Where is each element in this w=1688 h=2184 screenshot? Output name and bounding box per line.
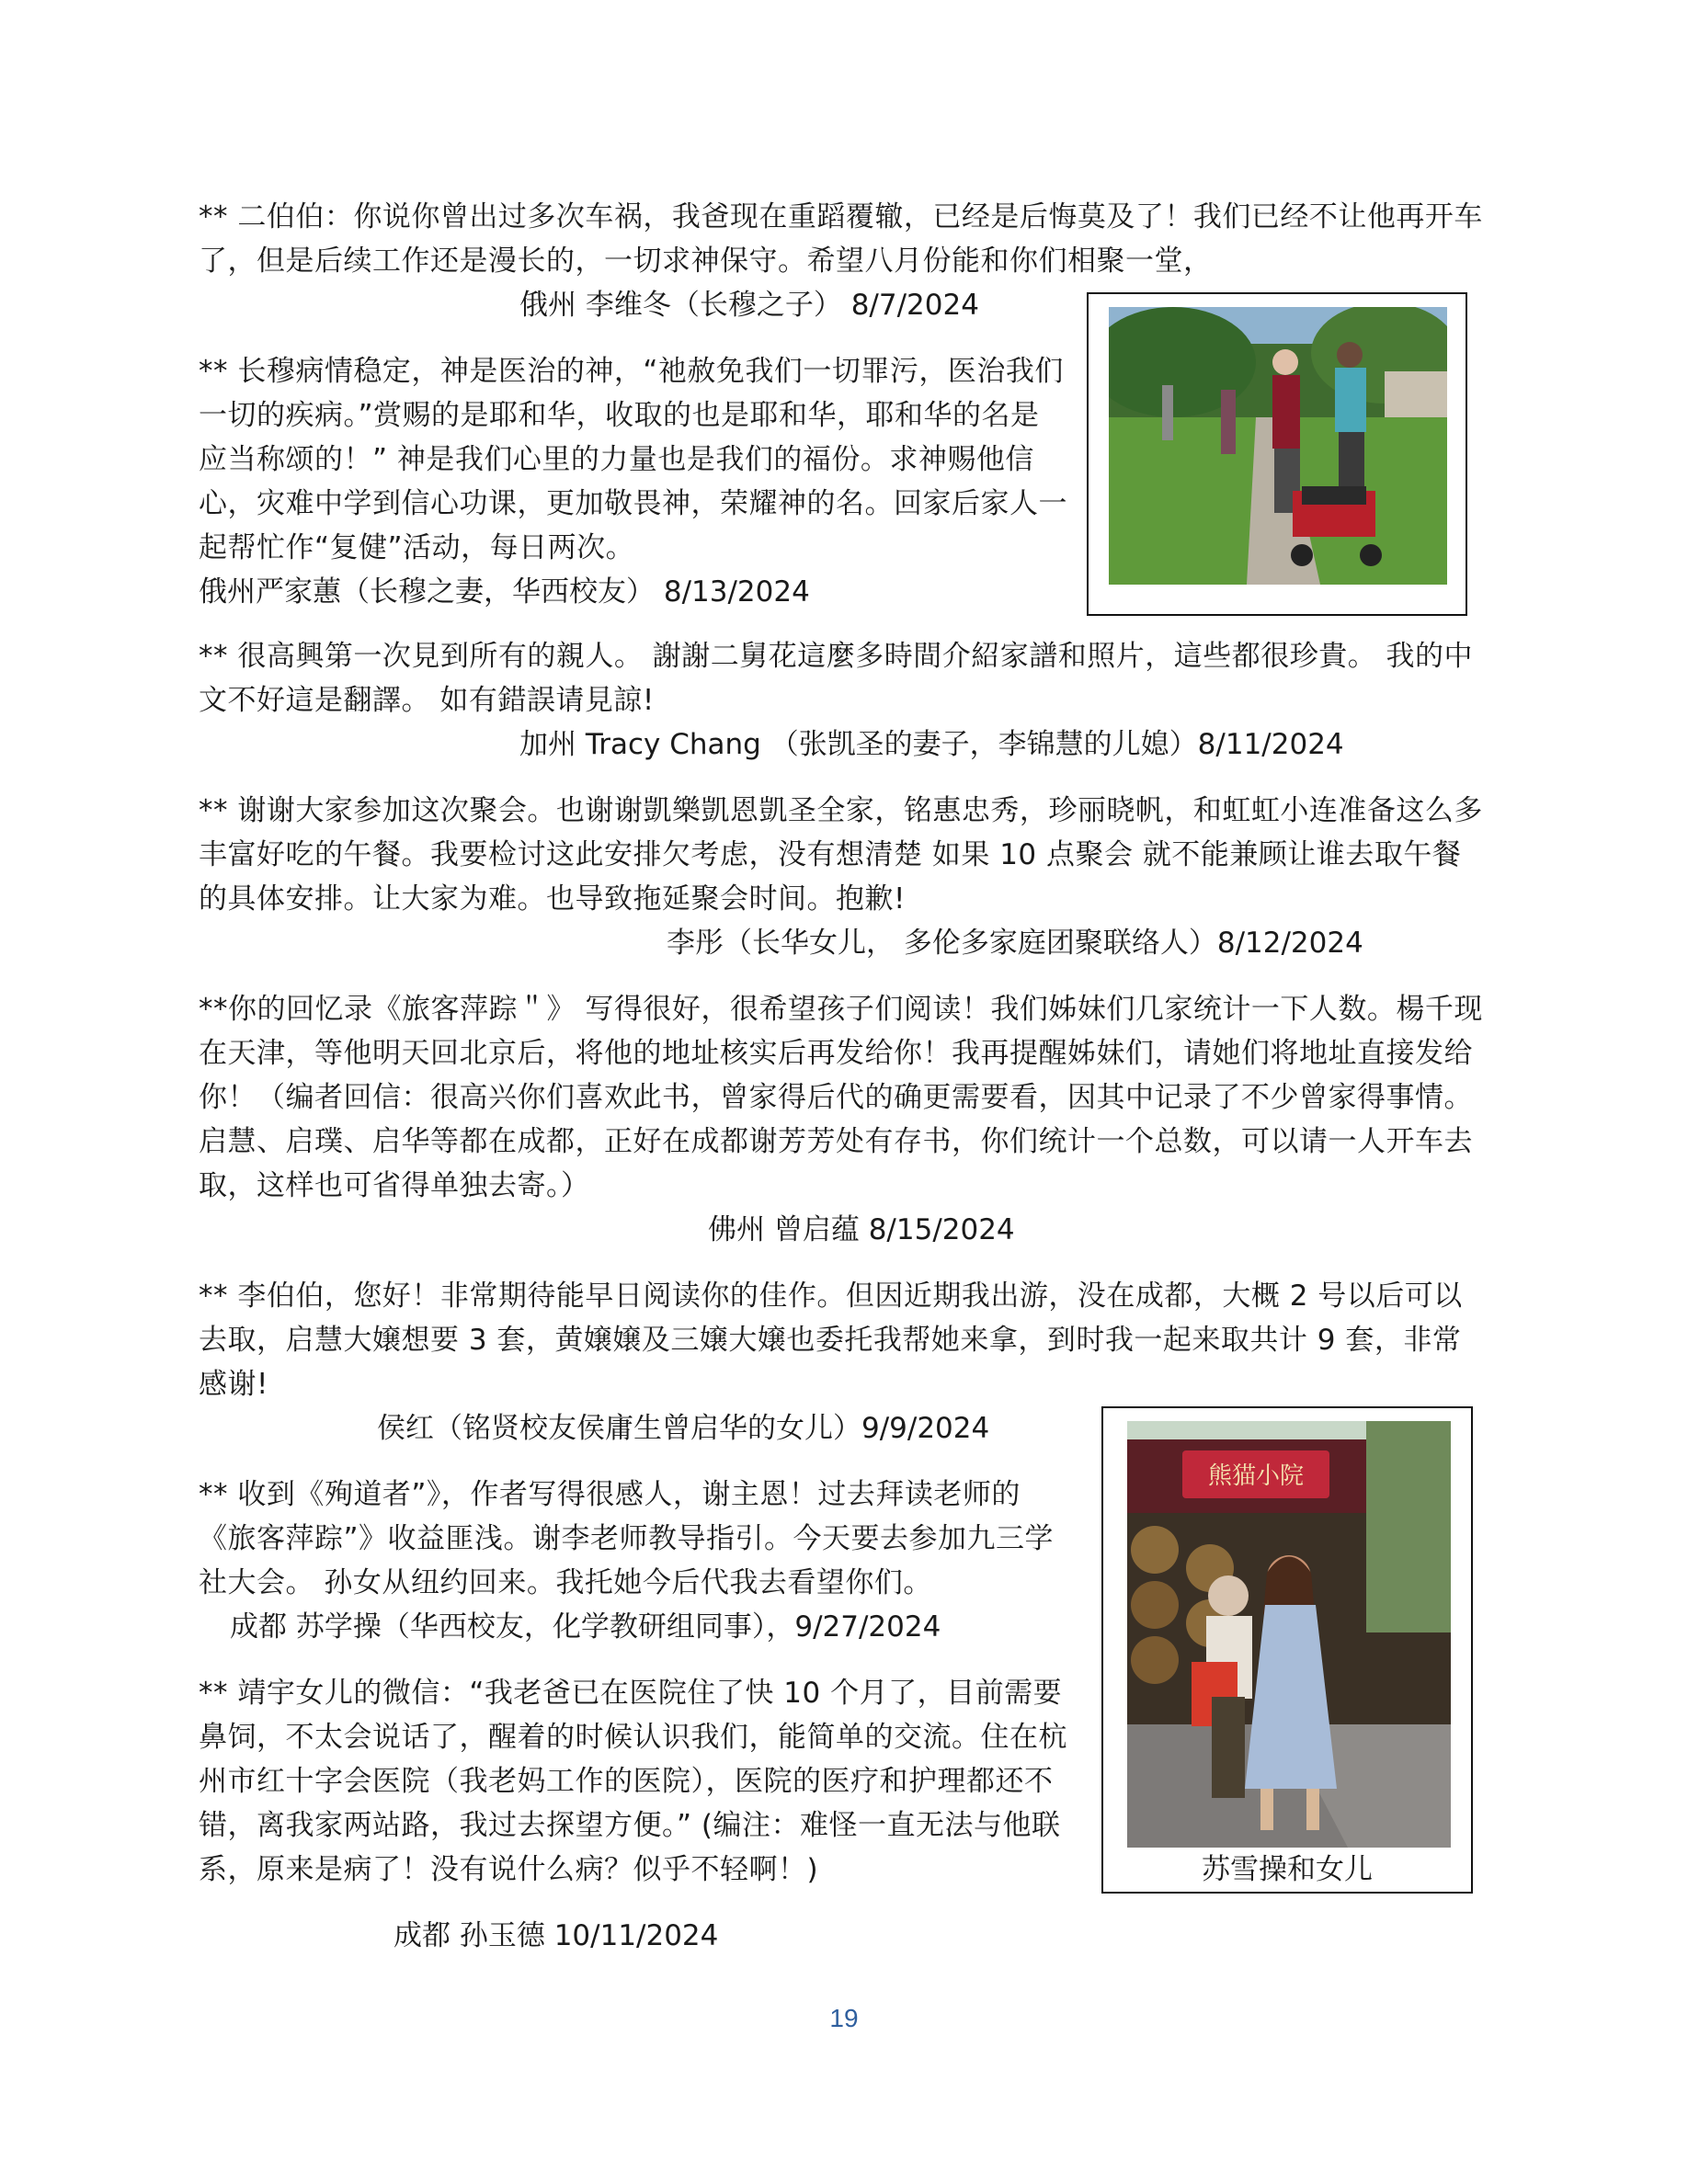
entry-2-signature: 俄州严家蕙（长穆之妻，华西校友） 8/13/2024 xyxy=(199,575,810,609)
photo-2-caption: 苏雪操和女儿 xyxy=(1202,1853,1373,1886)
entry-1-text: ** 二伯伯：你说你曾出过多次车祸，我爸现在重蹈覆辙，已经是后悔莫及了！我们已经不让他再开车了，但是后续工作还是漫长的，一切求神保守。希望八月份能和你们相聚一堂， xyxy=(199,200,1483,278)
entry-7-signature: 成都 苏学操（华西校友，化学教研组同事），9/27/2024 xyxy=(230,1610,941,1644)
entry-3-signature: 加州 Tracy Chang （张凯圣的妻子，李锦慧的儿媳）8/11/2024 xyxy=(519,728,1344,761)
entry-5-text: **你的回忆录《旅客萍踪＂》 写得很好，很希望孩子们阅读！我们姊妹们几家统计一下人数。楊千现在天津，等他明天回北京后，将他的地址核实后再发给你！我再提醒姊妹们，请她们将地址直接发给你！（编者回信：很高兴你们喜欢此书，曾家得后代的确更需要看，因其中记录了不少曾家得事情。启慧、启璞、启华等都在成都，正好在成都谢芳芳处有存书，你们统计一个总数，可以请一人开车去取，这样也可省得单独去寄。） xyxy=(199,993,1483,1202)
entry-5-signature: 佛州 曾启蕴 8/15/2024 xyxy=(708,1213,1015,1246)
entry-3-text: ** 很高興第一次見到所有的親人。 謝謝二舅花這麼多時間介紹家譜和照片，這些都很珍貴。 我的中文不好這是翻譯。 如有錯誤请見諒! xyxy=(199,640,1474,717)
entry-4-signature: 李彤（长华女儿， 多伦多家庭团聚联络人）8/12/2024 xyxy=(667,927,1363,960)
photo-2-mother-daughter xyxy=(1127,1421,1451,1848)
entry-8-text: ** 靖宇女儿的微信：“我老爸已在医院住了快 10 个月了，目前需要鼻饲，不太会说话了，醒着的时候认识我们，能简单的交流。住在杭州市红十字会医院（我老妈工作的医院），医院的医疗和护理都还不错，离我家两站路，我过去探望方便。” (编注：难怪一直无法与他联系，原来是病了！没有说什么病？似乎不轻啊！) xyxy=(199,1677,1067,1886)
page-number: 19 xyxy=(829,2004,859,2032)
photo-1-family-walk xyxy=(1109,307,1447,585)
entry-6-signature: 侯红（铭贤校友侯庸生曾启华的女儿）9/9/2024 xyxy=(377,1412,990,1445)
photo-2-sign-text: 熊猫小院 xyxy=(1207,1462,1305,1490)
entry-1-signature: 俄州 李维冬（长穆之子） 8/7/2024 xyxy=(519,289,979,322)
entry-4-text: ** 谢谢大家参加这次聚会。也谢谢凱樂凱恩凱圣全家，铭惠忠秀，珍丽晓帆，和虹虹小连准备这么多丰富好吃的午餐。我要检讨这此安排欠考虑，没有想清楚 如果 10 点聚会 就不能兼顾让谁去取午餐的具体安排。让大家为难。也导致拖延聚会时间。抱歉! xyxy=(199,794,1483,916)
photo-2-frame xyxy=(1101,1406,1473,1894)
entry-2-text: ** 长穆病情稳定，神是医治的神，“祂赦免我们一切罪污，医治我们一切的疾病。”赏赐的是耶和华，收取的也是耶和华，耶和华的名是应当称颂的！” 神是我们心里的力量也是我们的福份。求神赐他信心，灾难中学到信心功课，更加敬畏神，荣耀神的名。回家后家人一起帮忙作“复健”活动，每日两次。 xyxy=(199,355,1067,564)
entry-8-signature: 成都 孙玉德 10/11/2024 xyxy=(393,1919,719,1952)
photo-1-frame xyxy=(1087,292,1467,616)
entry-6-text: ** 李伯伯，您好！非常期待能早日阅读你的佳作。但因近期我出游，没在成都，大概 2 号以后可以去取，启慧大嬢想要 3 套，黄嬢嬢及三嬢大嬢也委托我帮她来拿，到时我一起来取共计 9 套，非常感谢! xyxy=(199,1280,1463,1401)
entry-7-text: ** 收到《殉道者”》，作者写得很感人，谢主恩！过去拜读老师的《旅客萍踪”》收益匪浅。谢李老师教导指引。今天要去参加九三学社大会。 孙女从纽约回来。我托她今后代我去看望你们。 xyxy=(199,1478,1055,1599)
